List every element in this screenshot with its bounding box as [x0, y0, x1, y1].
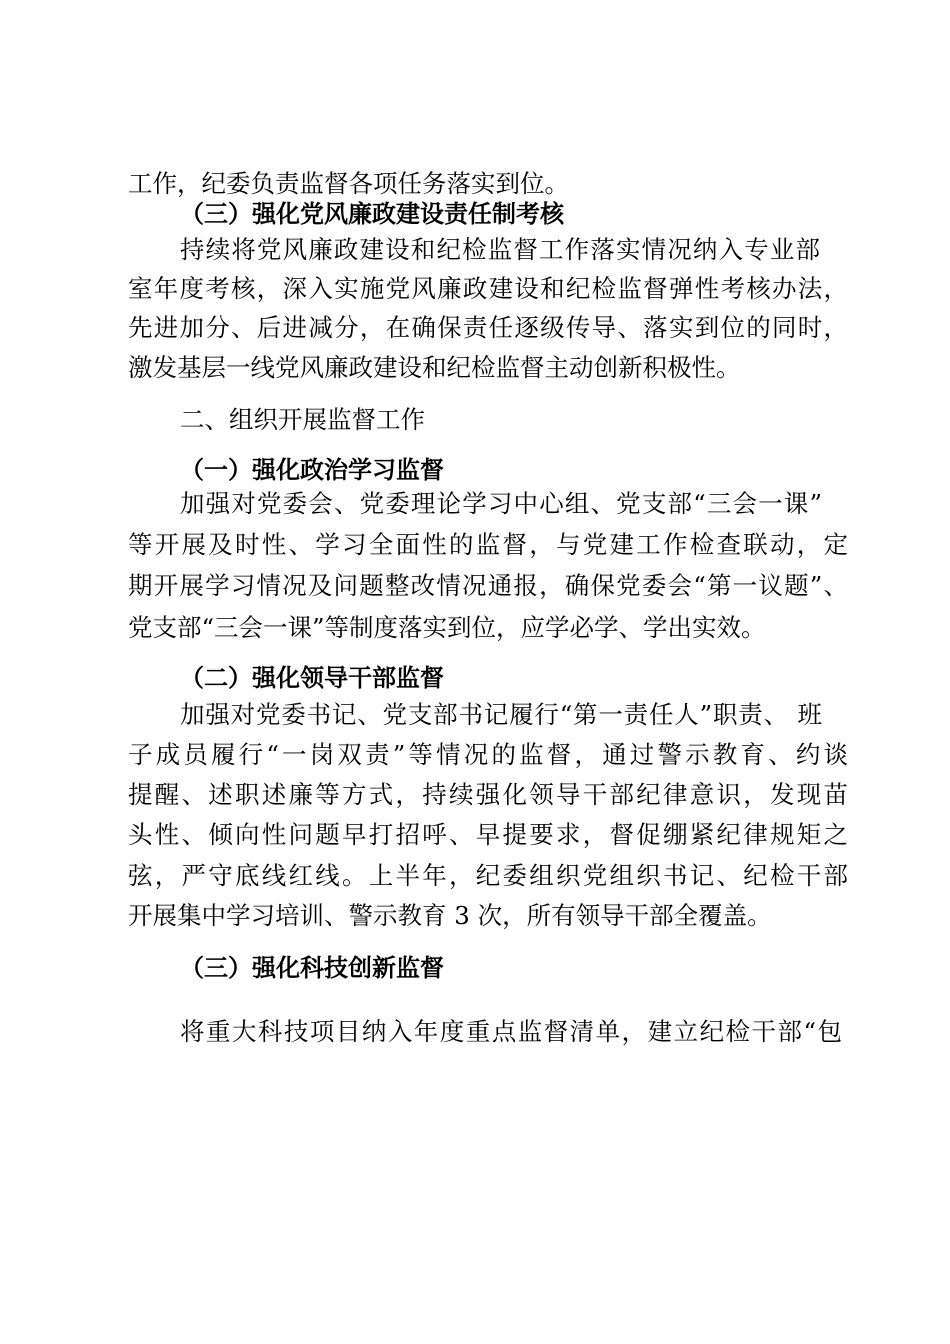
subsection-heading-3: （三）强化科技创新监督 — [180, 954, 444, 982]
section-title-2: 二、组织开展监督工作 — [180, 405, 425, 434]
paragraph-line: 激发基层一线党风廉政建设和纪检监督主动创新积极性。 — [128, 353, 741, 382]
paragraph-line: 先进加分、后进减分，在确保责任逐级传导、落实到位的同时， — [128, 313, 848, 342]
paragraph-line: 将重大科技项目纳入年度重点监督清单，建立纪检干部“包 — [180, 1017, 842, 1046]
paragraph-continuation: 工作，纪委负责监督各项任务落实到位。 — [128, 169, 569, 198]
section-heading-3: （三）强化党风廉政建设责任制考核 — [180, 200, 564, 228]
paragraph-line: 党支部“三会一课”等制度落实到位，应学必学、学出实效。 — [128, 613, 766, 642]
paragraph-line: 提醒、述职述廉等方式，持续强化领导干部纪律意识，发现苗 — [128, 780, 848, 809]
paragraph-line: 加强对党委书记、党支部书记履行“第一责任人”职责、 班 — [180, 700, 822, 729]
paragraph-line: 期开展学习情况及问题整改情况通报，确保党委会“第一议题”、 — [128, 571, 848, 600]
paragraph-line: 等开展及时性、学习全面性的监督，与党建工作检查联动，定 — [128, 530, 848, 559]
paragraph-line: 弦，严守底线红线。上半年，纪委组织党组织书记、纪检干部 — [128, 861, 848, 890]
subsection-heading-2: （二）强化领导干部监督 — [180, 664, 444, 692]
subsection-heading-1: （一）强化政治学习监督 — [180, 456, 444, 484]
paragraph-line: 持续将党风廉政建设和纪检监督工作落实情况纳入专业部 — [180, 235, 820, 264]
paragraph-line: 子成员履行“一岗双责”等情况的监督，通过警示教育、约谈 — [128, 740, 848, 769]
paragraph-line: 室年度考核，深入实施党风廉政建设和纪检监督弹性考核办法， — [128, 274, 848, 303]
paragraph-line: 加强对党委会、党委理论学习中心组、党支部“三会一课” — [180, 489, 822, 518]
paragraph-line: 开展集中学习培训、警示教育 3 次，所有领导干部全覆盖。 — [128, 901, 772, 930]
paragraph-line: 头性、倾向性问题早打招呼、早提要求，督促绷紧纪律规矩之 — [128, 820, 848, 849]
